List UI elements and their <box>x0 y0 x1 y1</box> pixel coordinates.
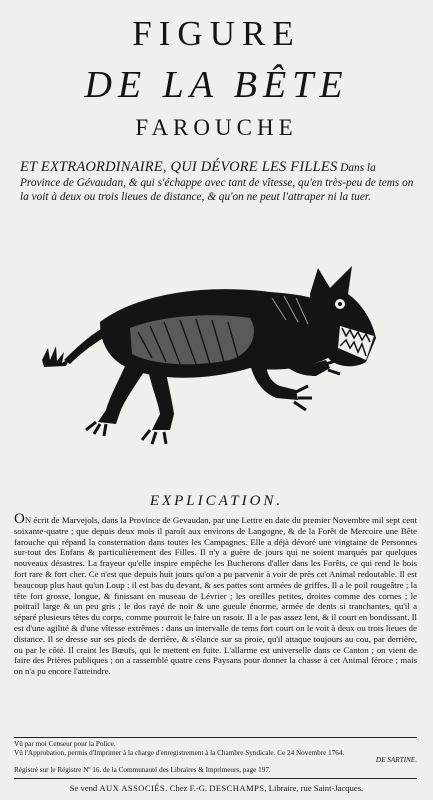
registre-line: Régistré sur le Régistre Nº 16. de la Communauté des Libraires & Imprimeurs, page 197. <box>14 766 271 774</box>
beast-woodcut-icon <box>40 264 385 454</box>
subtitle-rest: Dans la Province de Gévaudan, & qui s'échappe avec tant de vîtesse, qu'en très-peu de tems on la voit à deux ou trois lieues de distance, & qu'on ne peut l'attraper ni la tuer. <box>20 162 414 203</box>
footer-rule-top <box>14 737 417 738</box>
censor-line: Vû par moi Censeur pour la Police. <box>14 740 116 748</box>
subtitle <box>20 160 418 205</box>
signature-line: DE SARTINE. <box>375 756 417 764</box>
approbation-line: Vû l'Approbation, permis d'Imprimer à la charge d'enregistrement à la Chambre Syndicale. Ce 24 Novembre 1764. <box>14 749 345 757</box>
title-line-farouche: FAROUCHE <box>135 115 298 140</box>
seller-name: AUX ASSOCIÉS. <box>99 783 168 793</box>
seller-printer: DESCHAMPS <box>209 783 265 793</box>
subtitle-lead: ET EXTRAORDINAIRE, QUI DÉVORE LES FILLES <box>20 159 338 175</box>
explication-paragraph: N écrit de Marvejols, dans la Province de Gevaudan, par une Lettre en date du premier Novembre mil sept cent soixante-quatre ; que depuis deux mois il paroît aux environs de Langogne, & de la Forêt de Mercoire une Bête farouche qui répand la consternation dans toutes les Campagnes. Elle a déjà dévoré une vingtaine de Personnes sur-tout des Enfans & particulièrement des Filles. Il n'y a guère de jours qui ne soient marqués par quelques nouveaux désastres. La frayeur qu'elle inspire empêche les Bucherons d'aller dans les Forêts, ce qui rend le bois fort rare & fort cher. Ce n'est que depuis huit jours qu'on a pu parvenir à voir de près cet Animal redoutable. Il est beaucoup plus haut qu'un Loup : il est bas du devant, & ses pattes sont armées de griffes. Il a le poil rougeâtre ; la tête fort grosse, longue, & finissant en museau de Lévrier ; les oreilles petites, droites comme des cornes ; le poitrail large & un peu gris ; le dos rayé de noir & une gueule énorme, armée de dents si tranchantes, qu'il a séparé plusieurs têtes du corps, comme pourroit le faire un rasoir. Il a le pas assez lent, & il court en bondissant. Il est d'une agilité & d'une vîtesse extrêmes : dans un intervalle de tems fort court on le voit à deux ou trois lieues de distance. Il se dresse sur ses pieds de derrière, & s'élance sur sa proie, qu'il attaque toujours au cou, par derrière, ou par le côté. Il craint les Bœufs, qui le mettent en fuite. L'allarme est universelle dans ce Canton ; on vient de faire des Prières publiques ; on a rassemblé quatre cens Paysans pour donner la chasse à cet Animal féroce ; mais on n'a pu encore l'atteindre. <box>14 515 417 677</box>
explication-dropcap: O <box>14 511 25 527</box>
seller-chez: Chez F.-G. <box>169 783 208 793</box>
seller-prefix: Se vend <box>69 783 98 793</box>
title-line-bete: DE LA BÊTE <box>84 64 349 106</box>
seller-address: , Libraire, rue Saint-Jacques. <box>264 783 364 793</box>
seller-line <box>0 783 433 793</box>
explication-text <box>14 511 417 677</box>
footer-rule-bottom <box>14 778 417 779</box>
title-line-figure: FIGURE <box>132 14 301 53</box>
explication-heading: EXPLICATION. <box>149 493 284 509</box>
